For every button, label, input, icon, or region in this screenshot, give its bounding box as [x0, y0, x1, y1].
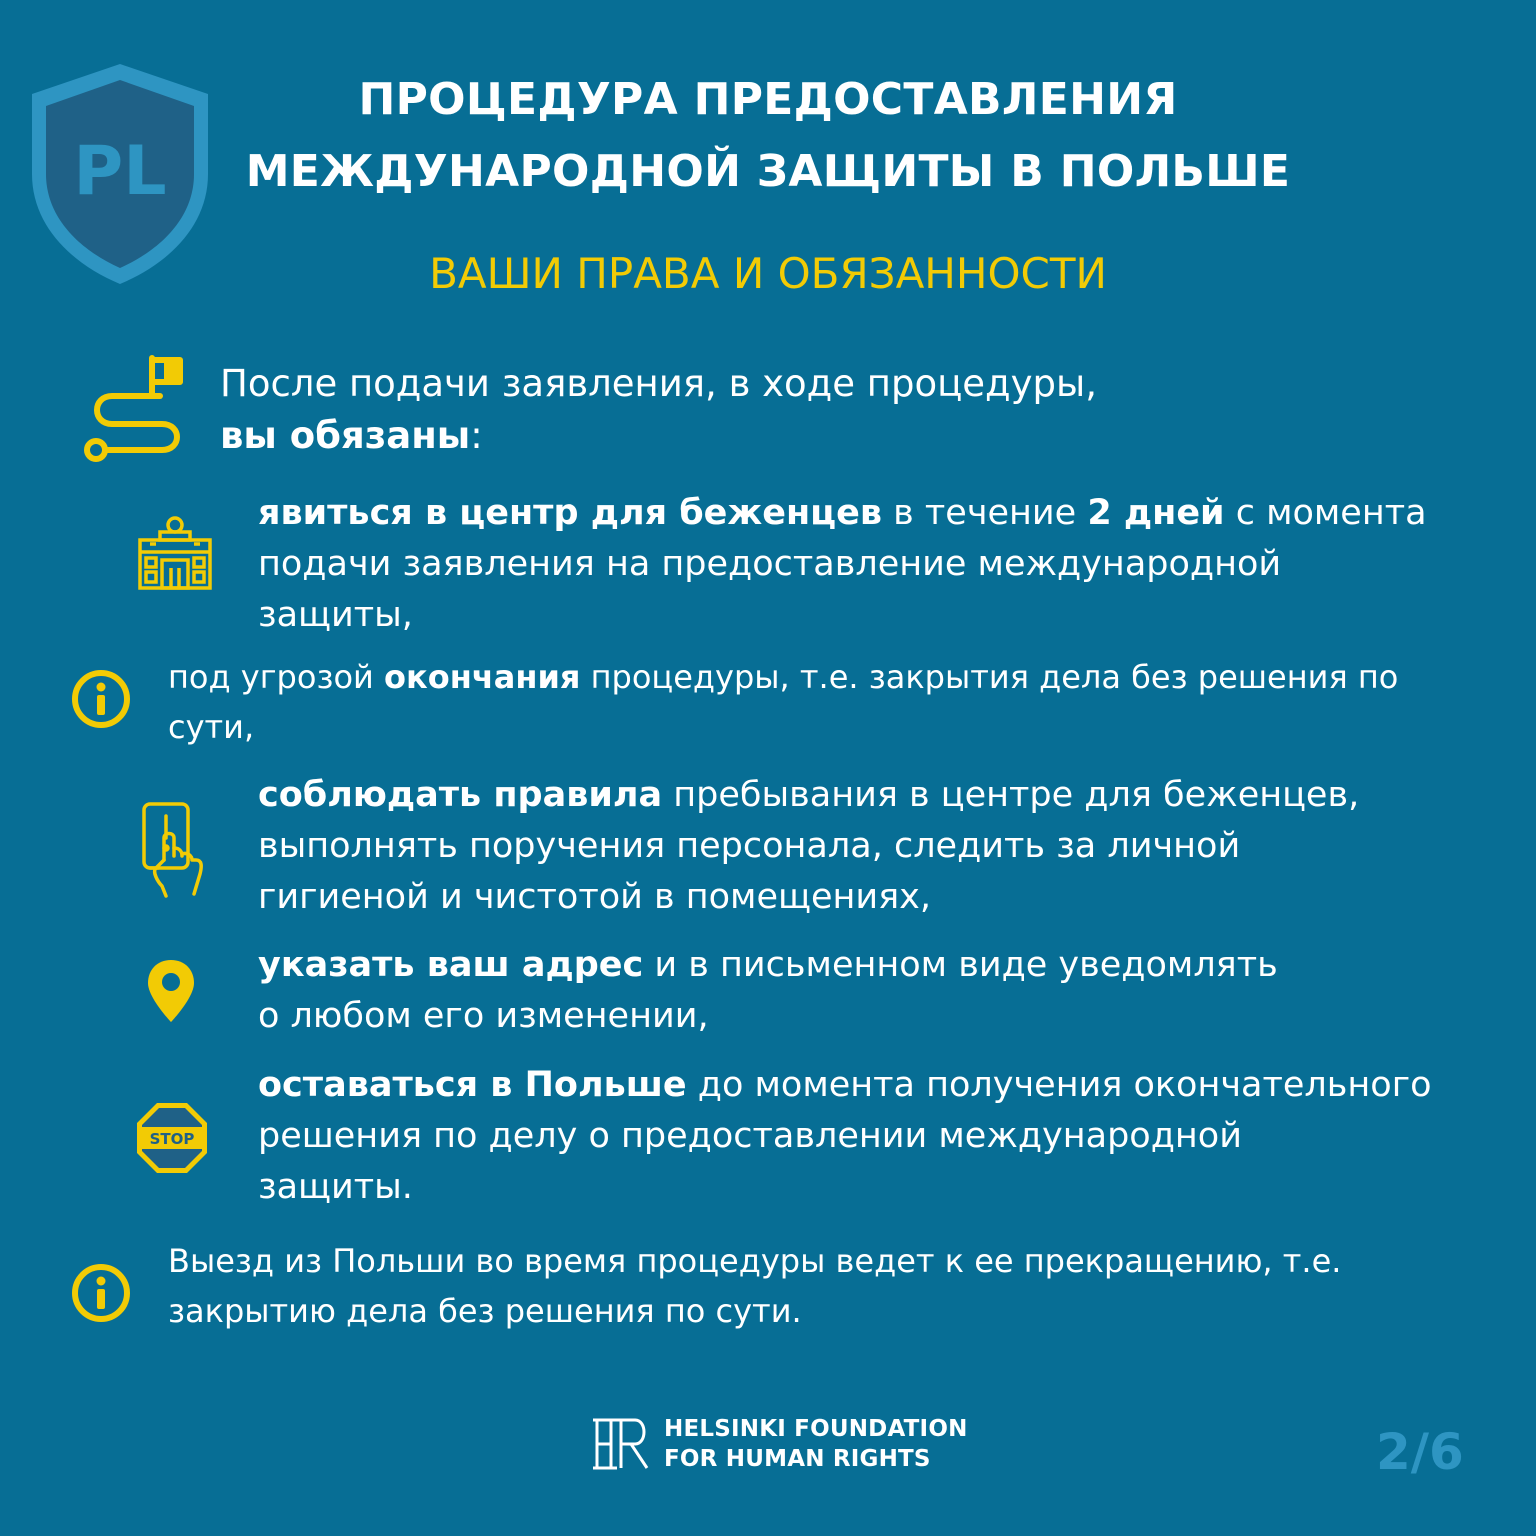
route-flag-icon — [78, 352, 190, 464]
logo-line-1: HELSINKI FOUNDATION — [664, 1416, 968, 1442]
obligation-2-line-3: гигиеной и чистотой в помещениях, — [258, 877, 931, 917]
page-indicator: 2/6 — [1376, 1423, 1464, 1481]
obligation-2-line-1: соблюдать правила пребывания в центре для беженцев, — [258, 775, 1360, 815]
obligation-4-line-3: защиты. — [258, 1167, 413, 1207]
stop-sign-icon — [134, 1100, 210, 1176]
obligation-1-line-2: подачи заявления на предоставление международной — [258, 544, 1282, 584]
obligation-4-line-1: оставаться в Польше до момента получения окончательного — [258, 1065, 1432, 1105]
page-title-line-1: ПРОЦЕДУРА ПРЕДОСТАВЛЕНИЯ — [358, 74, 1178, 125]
obligation-1 — [258, 488, 1508, 641]
note-2-line-2: закрытию дела без решения по сути. — [168, 1292, 802, 1330]
hfhr-logo-icon — [591, 1414, 655, 1474]
obligation-3-line-2: о любом его изменении, — [258, 996, 709, 1036]
intro-line-1: После подачи заявления, в ходе процедуры, — [220, 362, 1097, 405]
note-1 — [168, 652, 1508, 752]
note-2-line-1: Выезд из Польши во время процедуры ведет к ее прекращению, т.е. — [168, 1242, 1342, 1280]
note-1-line-2: сути, — [168, 708, 255, 746]
page-title-line-2: МЕЖДУНАРОДНОЙ ЗАЩИТЫ В ПОЛЬШЕ — [245, 146, 1291, 197]
location-pin-icon — [146, 958, 196, 1024]
note-1-line-1: под угрозой окончания процедуры, т.е. закрытия дела без решения по — [168, 658, 1399, 696]
page-subtitle: ВАШИ ПРАВА И ОБЯЗАННОСТИ — [429, 249, 1107, 298]
obligation-3-line-1: указать ваш адрес и в письменном виде уведомлять — [258, 945, 1278, 985]
obligation-2 — [258, 770, 1508, 923]
intro-bold: вы обязаны — [220, 414, 471, 457]
rules-phone-icon — [136, 800, 208, 900]
obligation-2-line-2: выполнять поручения персонала, следить за личной — [258, 826, 1241, 866]
stop-sign-label: STOP — [149, 1130, 195, 1148]
obligation-3 — [258, 940, 1508, 1042]
info-icon — [70, 1262, 132, 1324]
obligation-4 — [258, 1060, 1518, 1213]
note-2 — [168, 1236, 1508, 1336]
obligation-1-line-1: явиться в центр для беженцев в течение 2 дней с момента — [258, 493, 1427, 533]
info-icon — [70, 668, 132, 730]
logo-line-2: FOR HUMAN RIGHTS — [664, 1446, 931, 1472]
intro-text — [220, 358, 1420, 462]
hfhr-logo-text — [664, 1414, 968, 1474]
pl-shield-label: PL — [73, 132, 167, 211]
obligation-1-line-3: защиты, — [258, 595, 413, 635]
intro-line-2: вы обязаны: — [220, 414, 483, 457]
obligation-4-line-2: решения по делу о предоставлении международной — [258, 1116, 1242, 1156]
refugee-center-icon — [134, 514, 216, 594]
